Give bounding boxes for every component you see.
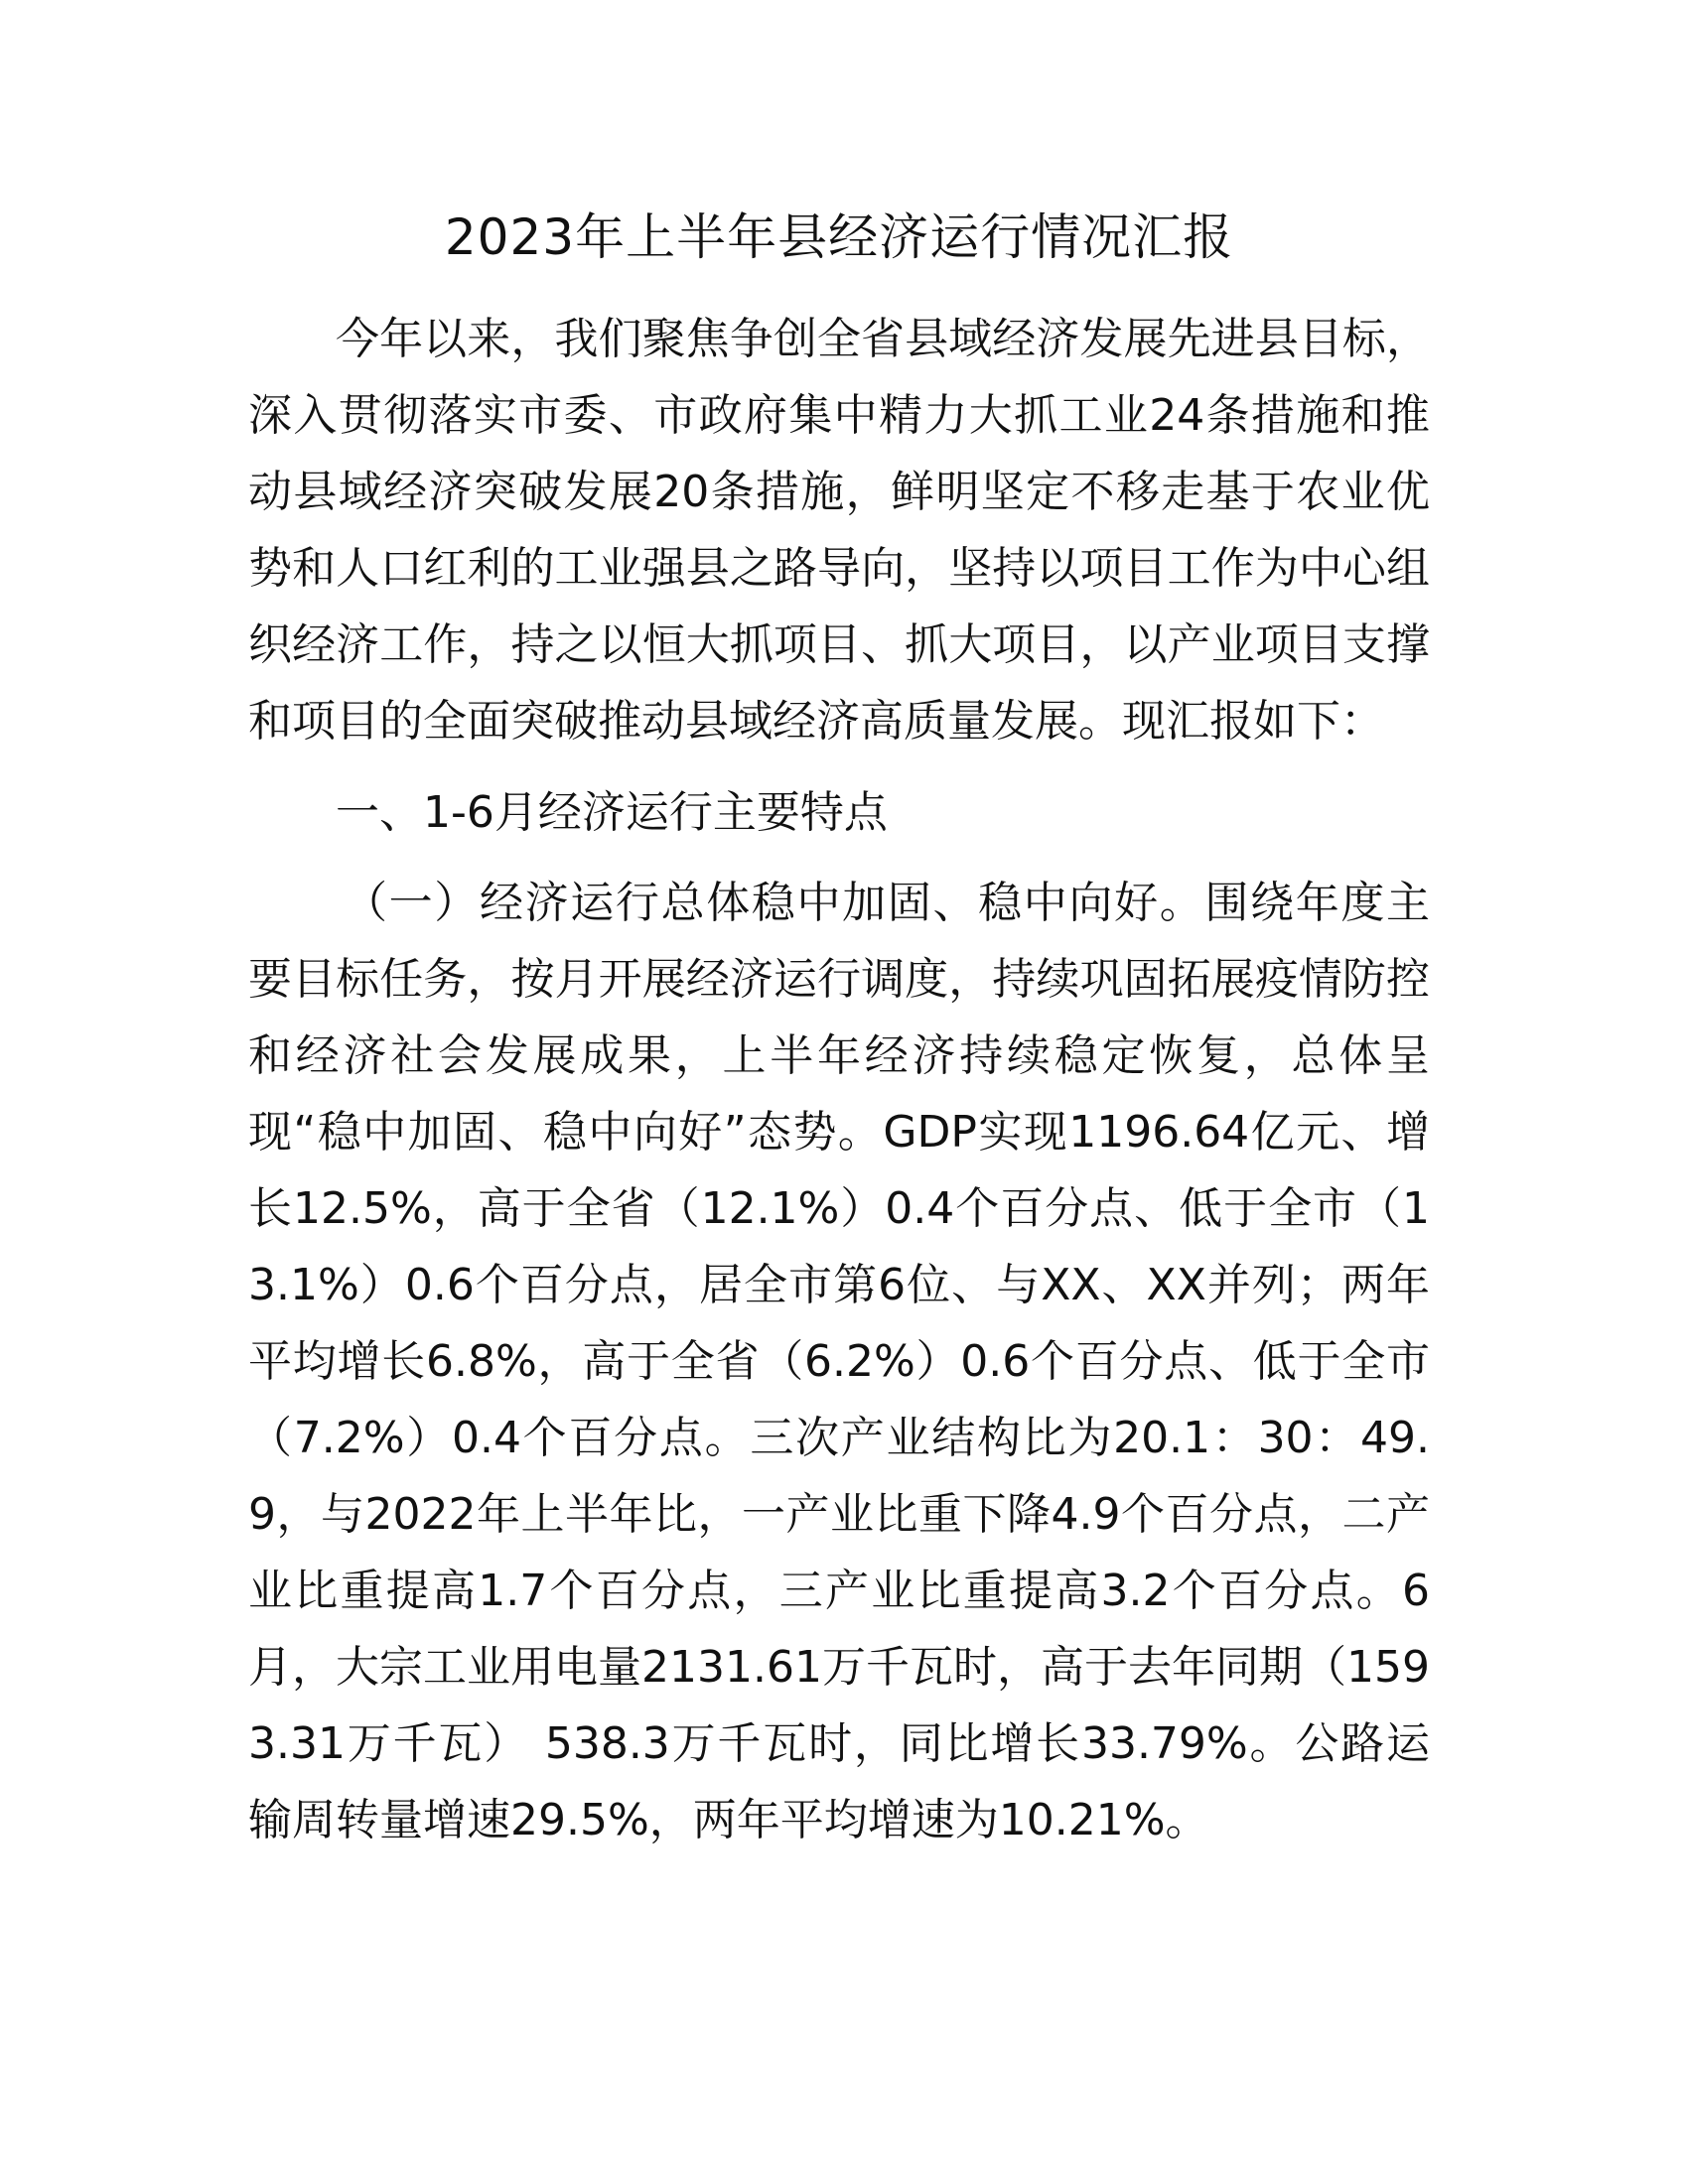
subsection-paragraph-1: （一）经济运行总体稳中加固、稳中向好。围绕年度主要目标任务，按月开展经济运行调度，持续巩固拓展疫情防控和经济社会发展成果，上半年经济持续稳定恢复，总体呈现“稳中加固、稳中向好”态势。GDP实现1196.64亿元、增长12.5%，高于全省（12.1%）0.4个百分点、低于全市（13.1%）0.6个百分点，居全市第6位、与XX、XX并列；两年平均增长6.8%，高于全省（6.2%）0.6个百分点、低于全市（7.2%）0.4个百分点。三次产业结构比为20.1：30：49.9，与2022年上半年比，一产业比重下降4.9个百分点，二产业比重提高1.7个百分点，三产业比重提高3.2个百分点。6月，大宗工业用电量2131.61万千瓦时，高于去年同期（1593.31万千瓦） 538.3万千瓦时，同比增长33.79%。公路运输周转量增速29.5%，两年平均增速为10.21%。 — [248, 878, 1430, 1845]
document-page — [248, 0, 1430, 2184]
intro-paragraph: 今年以来，我们聚焦争创全省县域经济发展先进县目标，深入贯彻落实市委、市政府集中精力大抓工业24条措施和推动县域经济突破发展20条措施，鲜明坚定不移走基于农业优势和人口红利的工业强县之路导向，坚持以项目工作为中心组织经济工作，持之以恒大抓项目、抓大项目，以产业项目支撑和项目的全面突破推动县域经济高质量发展。现汇报如下： — [248, 314, 1430, 747]
section-heading-1: 一、1-6月经济运行主要特点 — [336, 787, 888, 838]
document-title: 2023年上半年县经济运行情况汇报 — [444, 208, 1234, 266]
